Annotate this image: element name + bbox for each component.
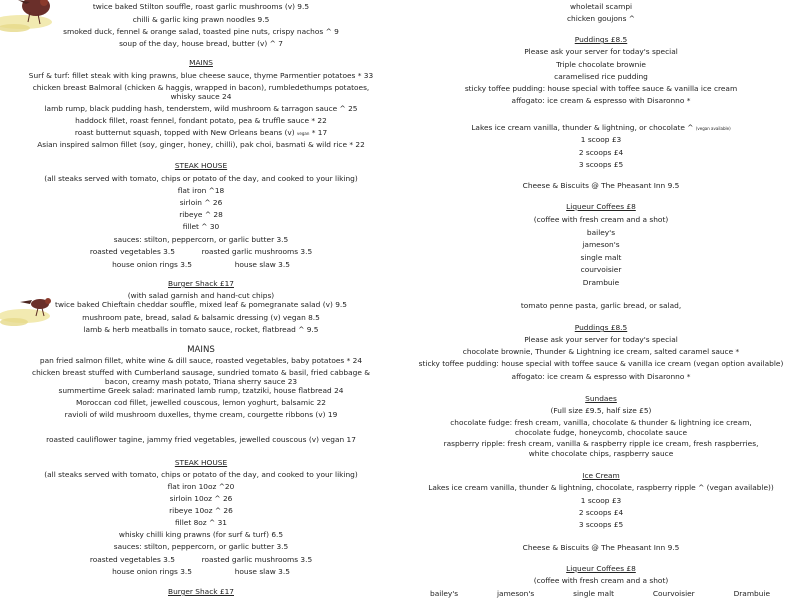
steak-item: fillet ^ 30 <box>182 222 220 231</box>
steak-item: ribeye 10oz ^ 26 <box>169 506 233 515</box>
main-item: pan fried salmon fillet, white wine & dill sauce, roasted vegetables, baby potatoes * 24 <box>39 356 363 365</box>
sauces-line: sauces: stilton, peppercorn, or garlic butter 3.5 <box>113 542 289 551</box>
pudding-item: caramelised rice pudding <box>554 72 648 81</box>
pudding-item: Triple chocolate brownie <box>556 60 646 69</box>
main-item: Surf & turf: fillet steak with king prawns, blue cheese sauce, thyme Parmentier potatoes * 33 <box>28 71 374 80</box>
liqueur-item: single malt <box>580 253 622 262</box>
mains-heading: MAINS <box>187 345 215 355</box>
liqueur-item: Courvoisier <box>652 589 695 598</box>
liqueur-coffees-heading: Liqueur Coffees £8 <box>566 564 636 573</box>
pudding-item: affogato: ice cream & espresso with Disaronno * <box>511 96 691 105</box>
side-item: roasted vegetables 3.5 <box>89 247 175 256</box>
main-item: lamb rump, black pudding hash, tenderstem, wild mushroom & tarragon sauce ^ 25 <box>44 104 358 113</box>
main-item: Moroccan cod fillet, jewelled couscous, lemon yoghurt, balsamic 22 <box>75 398 326 407</box>
main-item: chicken breast stuffed with Cumberland sausage, sundried tomato & basil, fried cabbage & <box>32 368 370 377</box>
liqueur-item: jameson's <box>582 240 620 249</box>
puddings-heading: Puddings £8.5 <box>574 35 628 44</box>
steak-item: ribeye ^ 28 <box>179 210 223 219</box>
left-menu-page-1 <box>0 0 402 300</box>
side-item: house slaw 3.5 <box>234 567 290 576</box>
pudding-item: Please ask your server for today's special <box>524 335 678 344</box>
scoop-option: 2 scoops £4 <box>578 148 624 157</box>
side-item: roasted garlic mushrooms 3.5 <box>201 247 313 256</box>
mains-heading: MAINS <box>189 58 213 67</box>
steak-item: sirloin ^ 26 <box>179 198 223 207</box>
prawn-addon: whisky chilli king prawns (for surf & turf) 6.5 <box>118 530 284 539</box>
burger-shack-heading: Burger Shack £17 <box>168 279 234 288</box>
starter-item: twice baked Stilton souffle, roast garlic mushrooms (v) 9.5 <box>92 2 310 11</box>
liqueur-item: bailey's <box>430 589 459 598</box>
liqueur-item: bailey's <box>586 228 616 237</box>
right-menu-page-2 <box>402 300 800 600</box>
sides-row <box>0 261 402 270</box>
liqueur-item: single malt <box>573 589 615 598</box>
cheese-biscuits: Cheese & Biscuits @ The Pheasant Inn 9.5 <box>522 181 680 190</box>
liqueur-item: courvoisier <box>580 265 622 274</box>
starter-item: twice baked Chieftain cheddar souffle, mixed leaf & pomegranate salad (v) 9.5 <box>55 300 347 309</box>
sundae-item: chocolate fudge, honeycomb, chocolate sauce <box>514 428 688 437</box>
scoop-option: 1 scoop £3 <box>580 135 622 144</box>
kids-item: wholetail scampi <box>569 2 633 11</box>
scoop-option: 3 scoops £5 <box>578 160 624 169</box>
pudding-item: Please ask your server for today's special <box>524 47 678 56</box>
cheese-biscuits: Cheese & Biscuits @ The Pheasant Inn 9.5 <box>522 543 680 552</box>
sundae-item: raspberry ripple: fresh cream, vanilla & raspberry ripple ice cream, fresh raspberries, <box>443 439 759 448</box>
steak-item: sirloin 10oz ^ 26 <box>169 494 233 503</box>
left-menu-page-2 <box>0 300 402 600</box>
vegan-note: (vegan available) <box>695 126 731 131</box>
side-item: roasted vegetables 3.5 <box>89 555 175 564</box>
steak-house-heading: STEAK HOUSE <box>174 458 228 467</box>
sides-row <box>0 568 402 577</box>
main-item-text: roast butternut squash, topped with New Orleans beans (v) <box>74 128 295 137</box>
steak-house-heading: STEAK HOUSE <box>174 161 228 170</box>
main-item: ravioli of wild mushroom duxelles, thyme cream, courgette ribbons (v) 19 <box>64 410 338 419</box>
ice-cream-line <box>402 124 800 133</box>
starter-item: chilli & garlic king prawn noodles 9.5 <box>132 15 270 24</box>
liqueur-options-row <box>402 590 800 599</box>
steak-intro: (all steaks served with tomato, chips or potato of the day, and cooked to your liking) <box>44 174 358 183</box>
main-item: summertime Greek salad: marinated lamb rump, tzatziki, house flatbread 24 <box>58 386 344 395</box>
starter-item: soup of the day, house bread, butter (v) ^ 7 <box>119 39 283 48</box>
main-item: haddock fillet, roast fennel, fondant potato, pea & truffle sauce * 22 <box>75 116 327 125</box>
side-item: house onion rings 3.5 <box>112 260 192 269</box>
side-item: house onion rings 3.5 <box>112 567 192 576</box>
scoop-option: 1 scoop £3 <box>580 496 622 505</box>
ice-cream-line: Lakes ice cream vanilla, thunder & lightning, chocolate, raspberry ripple ^ (vegan available)) <box>428 483 774 492</box>
starter-item: lamb & herb meatballs in tomato sauce, rocket, flatbread ^ 9.5 <box>83 325 319 334</box>
sundae-item: chocolate fudge: fresh cream, vanilla, chocolate & thunder & lightning ice cream, <box>450 418 752 427</box>
main-item: Asian inspired salmon fillet (soy, ginger, honey, chilli), pak choi, basmati & wild rice * 22 <box>37 140 365 149</box>
right-menu-page-1 <box>402 0 800 300</box>
main-item: chicken breast Balmoral (chicken & haggis, wrapped in bacon), rumbledethumps potatoes, <box>32 83 370 92</box>
sundaes-intro: (Full size £9.5, half size £5) <box>550 406 652 415</box>
ice-cream-text: Lakes ice cream vanilla, thunder & lightning, or chocolate ^ <box>471 123 694 132</box>
sides-row <box>0 556 402 565</box>
side-item: roasted garlic mushrooms 3.5 <box>201 555 313 564</box>
main-item-price: * 17 <box>311 128 328 137</box>
puddings-heading: Puddings £8.5 <box>574 323 628 332</box>
sundaes-heading: Sundaes <box>585 394 617 403</box>
sundae-item: white chocolate chips, raspberry sauce <box>528 449 674 458</box>
main-item: whisky sauce 24 <box>170 92 232 101</box>
main-item <box>0 129 402 138</box>
pudding-item: chocolate brownie, Thunder & Lightning ice cream, salted caramel sauce * <box>462 347 740 356</box>
liqueur-item: Drambuie <box>582 278 620 287</box>
main-item: roasted cauliflower tagine, jammy fried vegetables, jewelled couscous (v) vegan 17 <box>46 435 356 444</box>
liqueur-item: Drambuie <box>733 589 770 598</box>
pudding-item: sticky toffee pudding: house special with toffee sauce & vanilla ice cream <box>464 84 738 93</box>
steak-intro: (all steaks served with tomato, chips or potato of the day, and cooked to your liking) <box>44 470 358 479</box>
liqueur-coffees-heading: Liqueur Coffees £8 <box>566 202 636 211</box>
steak-item: flat iron 10oz ^20 <box>167 482 235 491</box>
liqueur-item: jameson's <box>496 589 535 598</box>
scoop-option: 2 scoops £4 <box>578 508 624 517</box>
kids-item: chicken goujons ^ <box>566 14 635 23</box>
starter-item: smoked duck, fennel & orange salad, toasted pine nuts, crispy nachos ^ 9 <box>63 27 339 36</box>
scoop-option: 3 scoops £5 <box>578 520 624 529</box>
ice-cream-heading: Ice Cream <box>582 471 620 480</box>
kids-item: tomato penne pasta, garlic bread, or salad, <box>520 301 682 310</box>
burger-shack-heading: Burger Shack £17 <box>168 587 234 596</box>
steak-item: fillet 8oz ^ 31 <box>175 518 227 527</box>
burger-intro: (with salad garnish and hand-cut chips) <box>127 291 275 300</box>
starter-item: mushroom pate, bread, salad & balsamic dressing (v) vegan 8.5 <box>82 313 320 322</box>
pudding-item: affogato: ice cream & espresso with Disaronno * <box>511 372 691 381</box>
sides-row <box>0 248 402 257</box>
pudding-item: sticky toffee pudding: house special with toffee sauce & vanilla ice cream (vegan option available) <box>418 359 784 368</box>
liqueur-intro: (coffee with fresh cream and a shot) <box>533 215 669 224</box>
vegan-note: vegan <box>297 131 310 136</box>
main-item: bacon, creamy mash potato, Triana sherry sauce 23 <box>104 377 298 386</box>
sauces-line: sauces: stilton, peppercorn, or garlic butter 3.5 <box>113 235 289 244</box>
steak-item: flat iron ^18 <box>177 186 225 195</box>
side-item: house slaw 3.5 <box>234 260 290 269</box>
liqueur-intro: (coffee with fresh cream and a shot) <box>533 576 669 585</box>
